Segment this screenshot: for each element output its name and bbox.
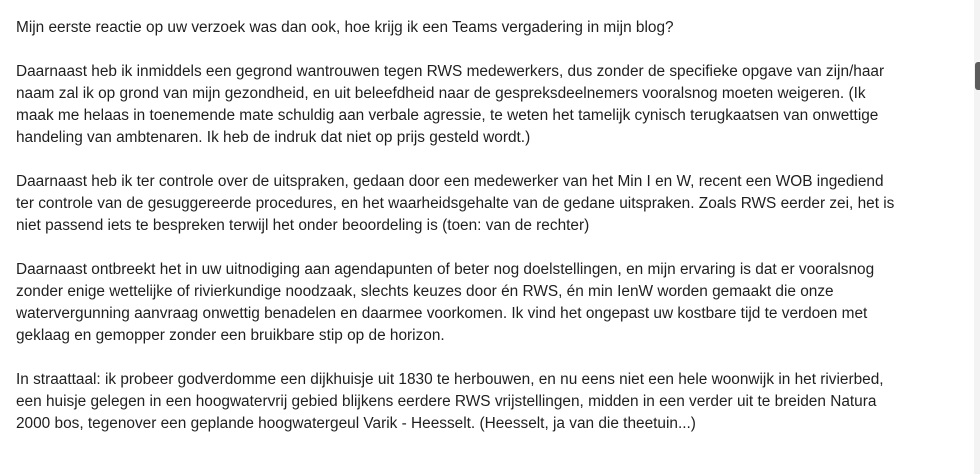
paragraph [16, 17, 971, 39]
text-line: ter controle van de gesuggereerde procedures, en het waarheidsgehalte van de gedane uitspraken. Zoals RWS eerder zei, het is [16, 195, 895, 212]
text-line: geklaag en gemopper zonder een bruikbare stip op de horizon. [16, 327, 445, 344]
text-line: Daarnaast ontbreekt het in uw uitnodiging aan agendapunten of beter nog doelstellingen, en mijn ervaring is dat er vooralsnog [16, 261, 875, 278]
text-line: Daarnaast heb ik ter controle over de uitspraken, gedaan door een medewerker van het Min I en W, recent een WOB ingediend [16, 173, 884, 190]
paragraph [16, 369, 971, 435]
text-line: In straattaal: ik probeer godverdomme een dijkhuisje uit 1830 te herbouwen, en nu eens niet een hele woonwijk in het rivierbed, [16, 371, 884, 388]
vertical-scrollbar[interactable] [974, 0, 980, 474]
text-line: watervergunning aanvraag onwettig benadelen en daarmee voorkomen. Ik vind het ongepast uw kostbare tijd te verdoen met [16, 305, 868, 322]
text-line: 2000 bos, tegenover een geplande hoogwatergeul Varik - Heesselt. (Heesselt, ja van die theetuin...) [16, 415, 696, 432]
paragraph-gap [16, 149, 971, 171]
text-line: naam zal ik op grond van mijn gezondheid, en uit beleefdheid naar de gespreksdeelnemers vooralsnog moeten weigeren. (Ik [16, 85, 866, 102]
paragraph-gap [16, 237, 971, 259]
document-body [16, 17, 971, 435]
paragraph-gap [16, 347, 971, 369]
paragraph [16, 61, 971, 149]
text-line: Daarnaast heb ik inmiddels een gegrond wantrouwen tegen RWS medewerkers, dus zonder de specifieke opgave van zijn/haar [16, 63, 885, 80]
text-line: maak me helaas in toenemende mate schuldig aan verbale agressie, te weten het tamelijk cynisch terugkaatsen van onwettige [16, 107, 879, 124]
text-line: een huisje gelegen in een hoogwatervrij gebied blijkens eerdere RWS vrijstellingen, midden in een verder uit te breiden Natura [16, 393, 877, 410]
text-line: zonder enige wettelijke of rivierkundige noodzaak, slechts keuzes door én RWS, én min IenW worden gemaakt die onze [16, 283, 834, 300]
text-line: niet passend iets te bespreken terwijl het onder beoordeling is (toen: van de rechter) [16, 217, 590, 234]
text-line: handeling van ambtenaren. Ik heb de indruk dat niet op prijs gesteld wordt.) [16, 129, 531, 146]
scrollbar-thumb[interactable] [975, 62, 980, 90]
text-line: Mijn eerste reactie op uw verzoek was dan ook, hoe krijg ik een Teams vergadering in mijn blog? [16, 19, 674, 36]
paragraph-gap [16, 39, 971, 61]
paragraph [16, 259, 971, 347]
paragraph [16, 171, 971, 237]
